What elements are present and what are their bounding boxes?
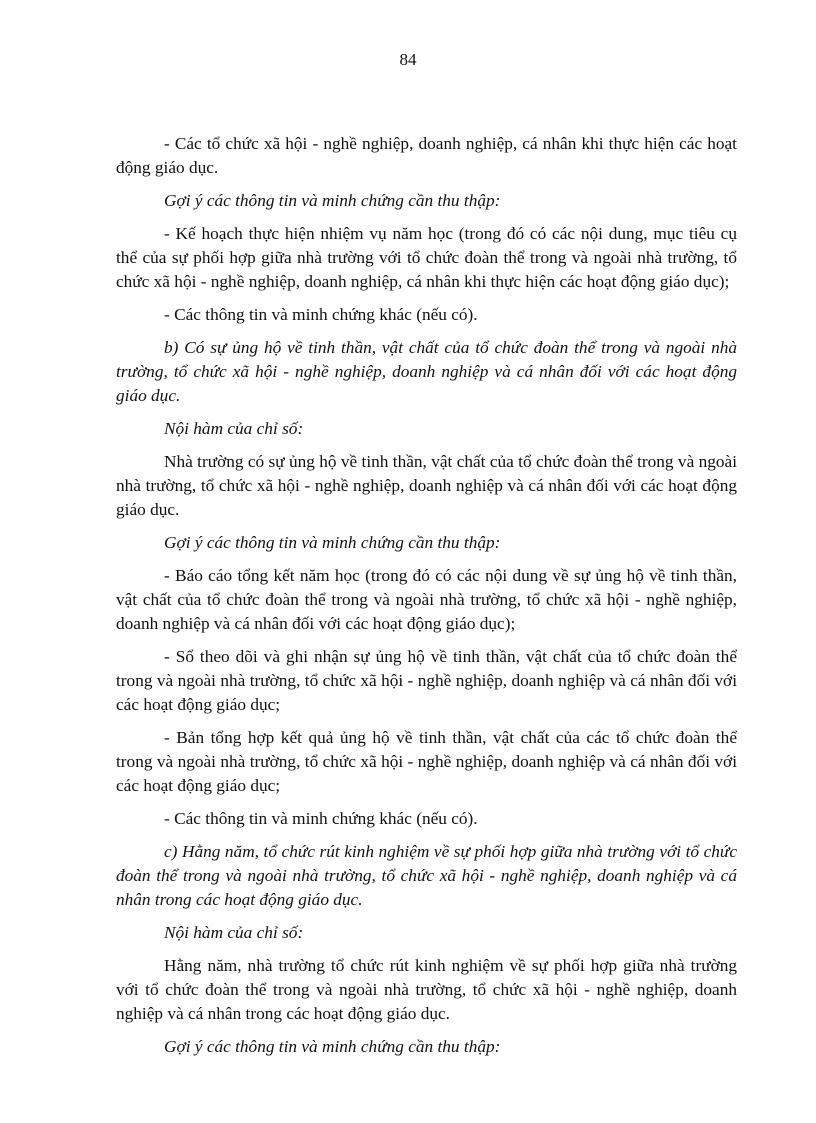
evidence-heading-3: Gợi ý các thông tin và minh chứng cần thu thập:	[164, 1037, 501, 1056]
paragraph-15: Hằng năm, nhà trường tổ chức rút kinh nghiệm về sự phối hợp giữa nhà trường với tổ chức đoàn thể trong và ngoài nhà trường, tổ chức xã hội - nghề nghiệp, doanh nghiệp và cá nhân trong các hoạt động giáo dục.	[116, 956, 737, 1023]
paragraph-11: - Bản tổng hợp kết quả ủng hộ về tinh thần, vật chất của các tổ chức đoàn thể trong và ngoài nhà trường, tổ chức xã hội - nghề nghiệp, doanh nghiệp và cá nhân đối với các hoạt động giáo dục;	[116, 728, 737, 795]
evidence-heading-1: Gợi ý các thông tin và minh chứng cần thu thập:	[164, 191, 501, 210]
paragraph-9: - Báo cáo tổng kết năm học (trong đó có các nội dung về sự ủng hộ về tinh thần, vật chất của tổ chức đoàn thể trong và ngoài nhà trường, tổ chức xã hội - nghề nghiệp, doanh nghiệp và cá nhân đối với các hoạt động giáo dục);	[116, 566, 737, 633]
paragraph-4: - Các thông tin và minh chứng khác (nếu có).	[164, 305, 478, 324]
paragraph-1: - Các tổ chức xã hội - nghề nghiệp, doanh nghiệp, cá nhân khi thực hiện các hoạt động giáo dục.	[116, 134, 737, 177]
paragraph-10: - Sổ theo dõi và ghi nhận sự ủng hộ về tinh thần, vật chất của tổ chức đoàn thể trong và ngoài nhà trường, tổ chức xã hội - nghề nghiệp, doanh nghiệp và cá nhân đối với các hoạt động giáo dục;	[116, 647, 737, 714]
paragraph-7: Nhà trường có sự ủng hộ về tinh thần, vật chất của tổ chức đoàn thể trong và ngoài nhà trường, tổ chức xã hội - nghề nghiệp, doanh nghiệp và cá nhân đối với các hoạt động giáo dục.	[116, 452, 737, 519]
evidence-heading-2: Gợi ý các thông tin và minh chứng cần thu thập:	[164, 533, 501, 552]
paragraph-12: - Các thông tin và minh chứng khác (nếu có).	[164, 809, 478, 828]
page-number: 84	[399, 50, 417, 69]
paragraph-3: - Kế hoạch thực hiện nhiệm vụ năm học (trong đó có các nội dung, mục tiêu cụ thể của sự phối hợp giữa nhà trường với tổ chức đoàn thể trong và ngoài nhà trường, tổ chức xã hội - nghề nghiệp, doanh nghiệp, cá nhân khi thực hiện các hoạt động giáo dục);	[116, 224, 737, 291]
indicator-heading-b: Nội hàm của chỉ số:	[164, 419, 304, 438]
criterion-c: c) Hằng năm, tổ chức rút kinh nghiệm về sự phối hợp giữa nhà trường với tổ chức đoàn thể trong và ngoài nhà trường, tổ chức xã hội - nghề nghiệp, doanh nghiệp và cá nhân trong các hoạt động giáo dục.	[116, 842, 737, 909]
document-body	[116, 132, 737, 1068]
criterion-b: b) Có sự ủng hộ về tinh thần, vật chất của tổ chức đoàn thể trong và ngoài nhà trường, tổ chức xã hội - nghề nghiệp, doanh nghiệp và cá nhân đối với các hoạt động giáo dục.	[116, 338, 737, 405]
indicator-heading-c: Nội hàm của chỉ số:	[164, 923, 304, 942]
